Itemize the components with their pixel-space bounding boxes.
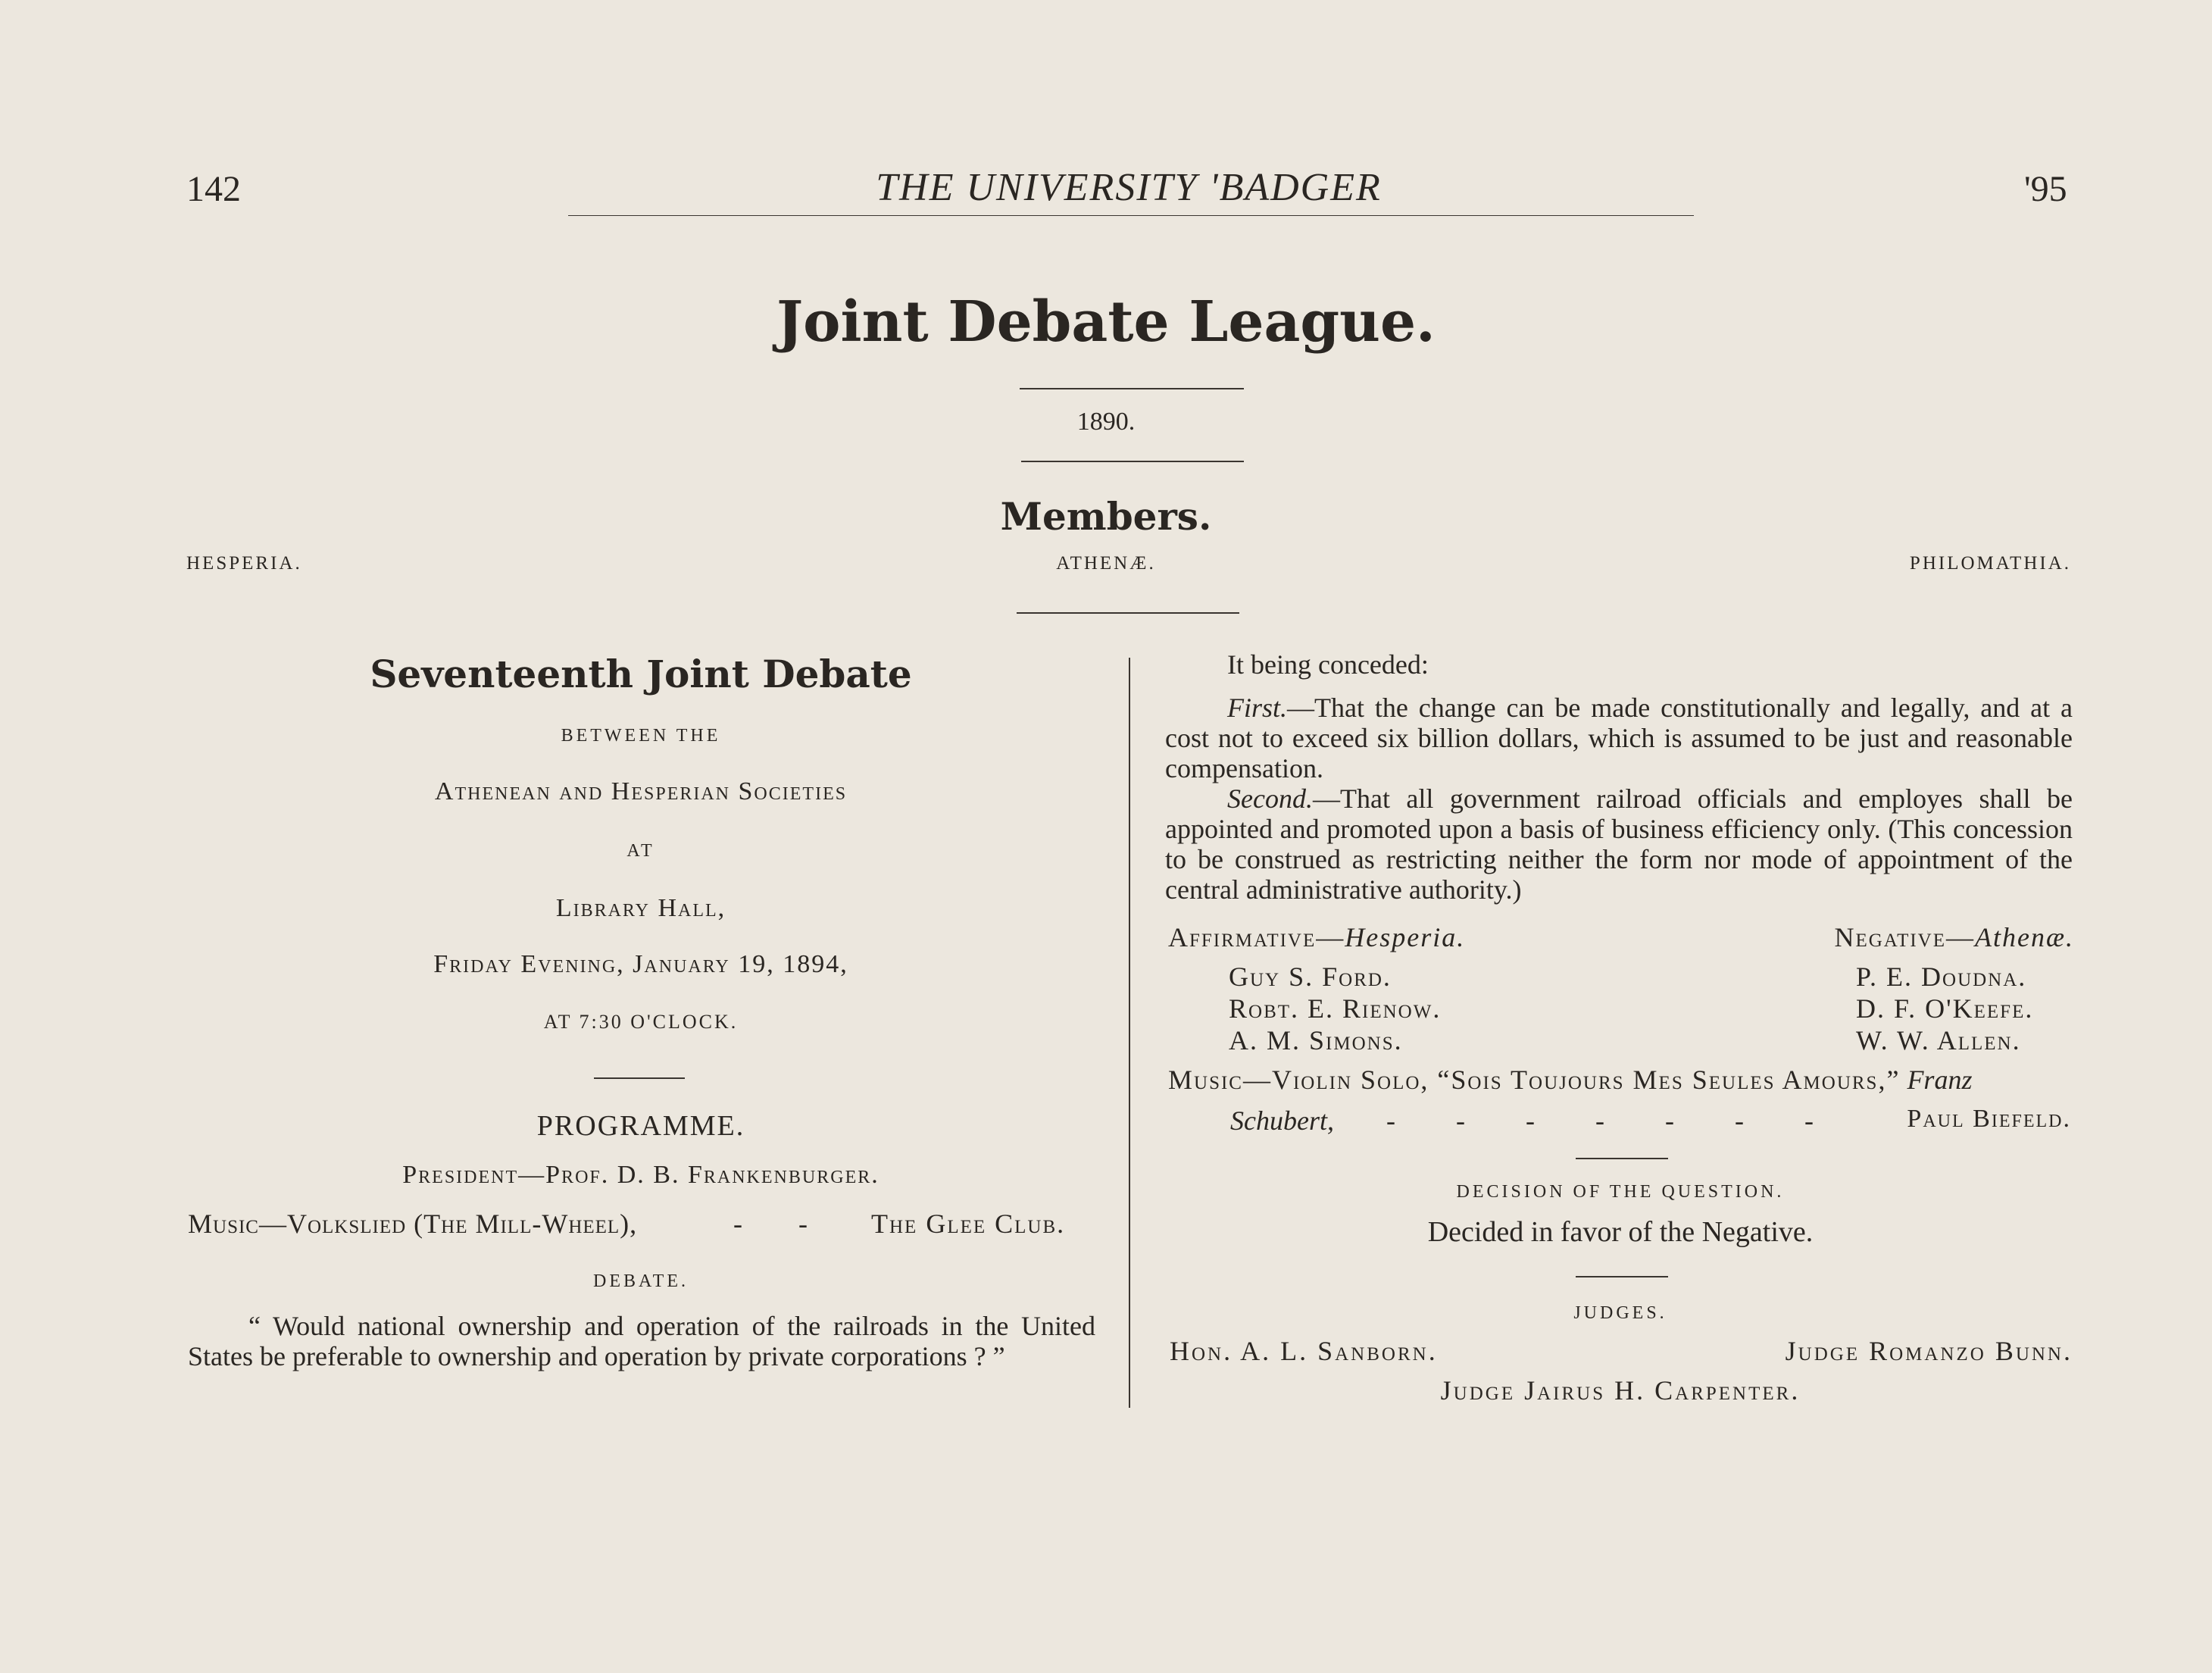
column-divider [1129, 658, 1130, 1408]
first-label: First. [1227, 693, 1288, 723]
composer-last: Schubert, [1230, 1105, 1334, 1136]
members-rule [1017, 612, 1239, 614]
member-athenae: ATHENÆ. [1056, 553, 1156, 574]
judge-bunn: Judge Romanzo Bunn. [1785, 1336, 2073, 1366]
dash: - [1804, 1105, 1814, 1136]
left-music-dash-1: - [733, 1209, 742, 1239]
debate-title: Seventeenth Joint Debate [370, 652, 912, 696]
negative-heading [1834, 921, 2074, 953]
running-title: THE UNIVERSITY 'BADGER [876, 166, 1382, 209]
left-music-dash-2: - [798, 1209, 808, 1239]
debate-heading: DEBATE. [593, 1271, 689, 1291]
negative-speaker-3: W. W. Allen. [1856, 1025, 2021, 1055]
affirmative-heading [1168, 921, 1465, 953]
right-music-dashes [1356, 1105, 1844, 1137]
header-year: '95 [2024, 169, 2067, 209]
negative-speaker-1: P. E. Doudna. [1856, 962, 2027, 992]
affirmative-speaker-3: A. M. Simons. [1229, 1025, 1403, 1055]
league-year: 1890. [1076, 408, 1136, 436]
second-concession [1165, 783, 2073, 905]
first-text: —That the change can be made constitutionally and legally, and at a cost not to exceed six billion dollars, which is assumed to be just and reasonable compensation. [1165, 693, 2073, 783]
negative-society: Athenæ. [1975, 922, 2074, 952]
dash: - [1665, 1105, 1674, 1136]
page-number: 142 [186, 169, 241, 209]
right-rule-1 [1576, 1158, 1668, 1159]
dash: - [1595, 1105, 1604, 1136]
member-philomathia: PHILOMATHIA. [1909, 553, 2071, 574]
right-music-text: Music—Violin Solo, “Sois Toujours Mes Seules Amours,” [1168, 1065, 1901, 1095]
right-rule-2 [1576, 1276, 1668, 1277]
year-rule [1021, 461, 1244, 462]
members-heading: Members. [1000, 494, 1212, 539]
between-line: BETWEEN THE [561, 726, 721, 746]
affirmative-label: Affirmative— [1168, 922, 1345, 952]
left-music-line: Music—Volkslied (The Mill-Wheel), [188, 1209, 638, 1239]
decision-text: Decided in favor of the Negative. [1427, 1216, 1814, 1248]
second-text: —That all government railroad officials and employes shall be appointed and promoted upon a basis of business efficiency only. (This concession to be construed as restricting neither the form nor mode of appointment of the central administrative authority.) [1165, 783, 2073, 905]
debate-question: “ Would national ownership and operation of the railroads in the United States be preferable to ownership and operation by private corporations ? ” [188, 1311, 1095, 1371]
time-line: AT 7:30 O'CLOCK. [543, 1011, 739, 1033]
title-rule [1020, 388, 1244, 389]
dash: - [1526, 1105, 1535, 1136]
negative-speaker-2: D. F. O'Keefe. [1856, 993, 2034, 1024]
affirmative-speaker-1: Guy S. Ford. [1229, 962, 1392, 992]
societies-line: Athenean and Hesperian Societies [434, 777, 848, 805]
header-rule [568, 215, 1694, 216]
judge-carpenter: Judge Jairus H. Carpenter. [1440, 1375, 1801, 1406]
violin-performer: Paul Biefeld. [1907, 1105, 2071, 1133]
dash: - [1386, 1105, 1395, 1136]
affirmative-speaker-2: Robt. E. Rienow. [1229, 993, 1442, 1024]
negative-label: Negative— [1834, 922, 1976, 952]
judges-heading: JUDGES. [1573, 1303, 1667, 1323]
left-rule-1 [594, 1077, 685, 1079]
decision-heading: DECISION OF THE QUESTION. [1456, 1182, 1785, 1202]
right-music-line [1168, 1064, 1972, 1096]
affirmative-society: Hesperia. [1345, 922, 1466, 952]
second-label: Second. [1227, 783, 1313, 814]
president-line: President—Prof. D. B. Frankenburger. [402, 1161, 879, 1189]
at-line: AT [626, 841, 655, 861]
glee-club: The Glee Club. [871, 1209, 1066, 1239]
date-line: Friday Evening, January 19, 1894, [433, 950, 848, 978]
composer-last-name [1230, 1105, 1334, 1137]
composer-first-name: Franz [1907, 1065, 1973, 1095]
dash: - [1456, 1105, 1465, 1136]
league-title: Joint Debate League. [776, 289, 1436, 355]
conceded-intro: It being conceded: [1227, 649, 1429, 680]
member-hesperia: HESPERIA. [186, 553, 302, 574]
first-concession [1165, 693, 2073, 783]
dash: - [1735, 1105, 1744, 1136]
programme-heading: PROGRAMME. [536, 1110, 745, 1142]
judge-sanborn: Hon. A. L. Sanborn. [1170, 1336, 1438, 1366]
venue-line: Library Hall, [555, 894, 726, 922]
